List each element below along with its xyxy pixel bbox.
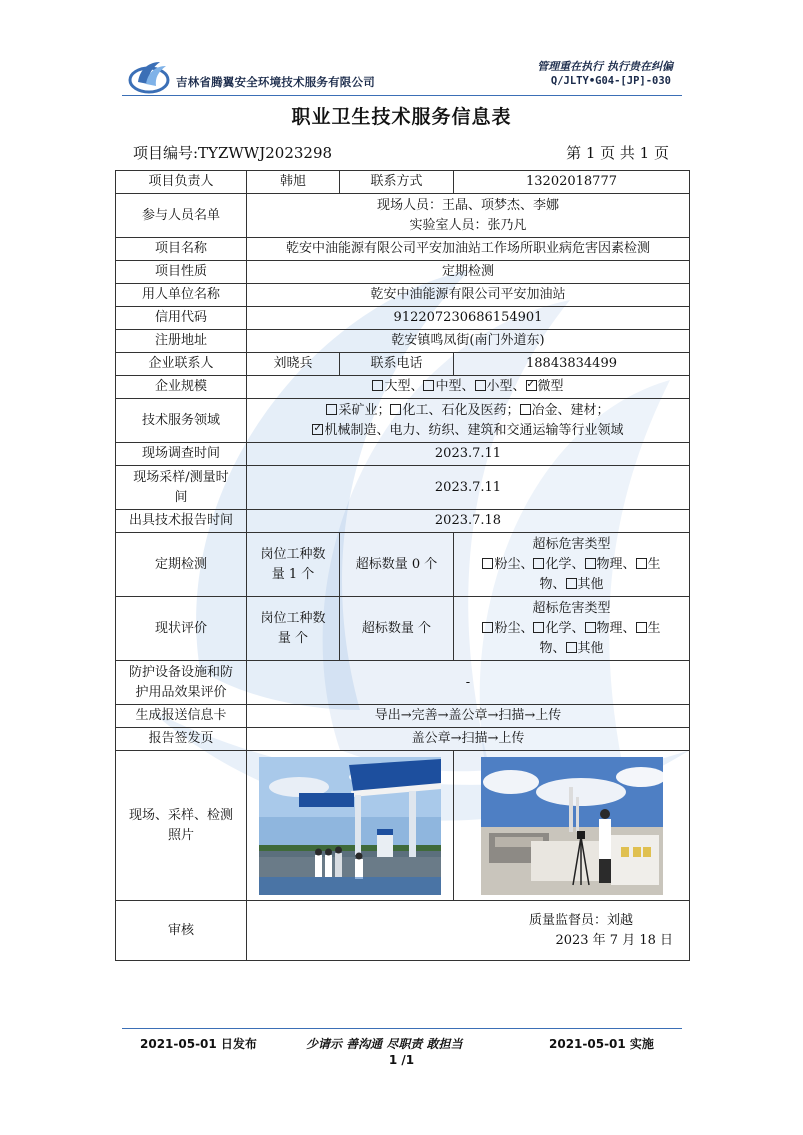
credit-value: 912207230686154901: [247, 307, 690, 330]
review-date: 2023 年 7 月 18 日: [555, 932, 673, 948]
hazard-physical: 物理、: [596, 556, 636, 572]
gas-station-photo: [259, 757, 441, 895]
participants-label: 参与人员名单: [116, 194, 247, 238]
protection-label: [116, 661, 247, 705]
periodic-hazard-title: 超标危害类型: [532, 536, 611, 552]
checkbox-bio[interactable]: [636, 558, 647, 569]
nature-label: 项目性质: [116, 261, 247, 284]
participants-line-lab: 实验室人员：张乃凡: [409, 217, 527, 233]
checkbox-metallurgy[interactable]: [520, 404, 531, 415]
field-label: 技术服务领域: [116, 399, 247, 443]
project-name-label: 项目名称: [116, 238, 247, 261]
status-hazard-types: [454, 597, 690, 661]
checkbox-physical-2[interactable]: [585, 622, 596, 633]
hazard-dust: 粉尘、: [494, 556, 534, 572]
status-post-count: [247, 597, 340, 661]
nature-value: 定期检测: [247, 261, 690, 284]
info-table: [115, 170, 690, 961]
photos-label: [116, 751, 247, 901]
photo-cell-1: [247, 751, 454, 901]
footer-slogan: 少请示 善沟通 尽职责 敢担当: [306, 1037, 463, 1051]
field-option-machinery: 机械制造、电力、纺织、建筑和交通运输等行业领域: [324, 422, 624, 438]
periodic-label: 定期检测: [116, 533, 247, 597]
enterprise-contact-label: 企业联系人: [116, 353, 247, 376]
checkbox-chem[interactable]: [533, 558, 544, 569]
enterprise-contact-value: 刘晓兵: [247, 353, 340, 376]
review-label: 审核: [116, 901, 247, 961]
hazard-bio-part2-2: 物、: [539, 640, 566, 656]
periodic-post-line1: 岗位工种数: [260, 546, 326, 562]
status-exceed-count: 超标数量 个: [340, 597, 454, 661]
hazard-dust-2: 粉尘、: [494, 620, 534, 636]
review-supervisor: 质量监督员：刘越: [528, 912, 633, 928]
field-option-chemical: 化工、石化及医药；: [402, 402, 520, 418]
sampling-time-label: [116, 466, 247, 510]
periodic-post-count: [247, 533, 340, 597]
checkbox-other-2[interactable]: [566, 642, 577, 653]
status-hazard-title: 超标危害类型: [532, 600, 611, 616]
scale-option-large: 大型、: [384, 379, 424, 394]
scale-options: [247, 376, 690, 399]
hazard-other-2: 其他: [577, 640, 604, 656]
contact-value: 13202018777: [454, 171, 690, 194]
checkbox-chemical[interactable]: [390, 404, 401, 415]
sampling-time-value: 2023.7.11: [247, 466, 690, 510]
publish-date: 2021-05-01 日发布: [140, 1037, 257, 1051]
hazard-bio-part2: 物、: [539, 576, 566, 592]
sign-label: 报告签发页: [116, 728, 247, 751]
footer-divider: [122, 1028, 682, 1029]
participants-value: [247, 194, 690, 238]
checkbox-other[interactable]: [566, 578, 577, 589]
hazard-bio-part1-2: 生: [647, 620, 661, 636]
participants-line-field: 现场人员：王晶、项梦杰、李娜: [376, 197, 559, 213]
checkbox-dust[interactable]: [482, 558, 493, 569]
contact-label: 联系方式: [340, 171, 454, 194]
checkbox-large[interactable]: [372, 380, 383, 391]
page-number: 1 /1: [388, 1053, 415, 1067]
hazard-chemical: 化学、: [545, 556, 585, 572]
sampling-photo: [481, 757, 663, 895]
report-time-value: 2023.7.18: [247, 510, 690, 533]
status-label: 现状评价: [116, 597, 247, 661]
project-number: 项目编号:TYZWWJ2023298: [133, 144, 333, 162]
enterprise-phone-label: 联系电话: [340, 353, 454, 376]
sign-value: 盖公章→扫描→上传: [247, 728, 690, 751]
implement-date: 2021-05-01 实施: [549, 1037, 654, 1051]
card-label: 生成报送信息卡: [116, 705, 247, 728]
protection-label-line1: 防护设备设施和防: [128, 664, 233, 680]
checkbox-dust-2[interactable]: [482, 622, 493, 633]
report-time-label: 出具技术报告时间: [116, 510, 247, 533]
sampling-time-label-line1: 现场采样/测量时: [133, 469, 229, 485]
scale-label: 企业规模: [116, 376, 247, 399]
address-value: 乾安镇鸣凤街(南门外道东): [247, 330, 690, 353]
status-post-line1: 岗位工种数: [260, 610, 326, 626]
checkbox-physical[interactable]: [585, 558, 596, 569]
hazard-chemical-2: 化学、: [545, 620, 585, 636]
photos-label-line2: 照片: [167, 827, 194, 843]
employer-value: 乾安中油能源有限公司平安加油站: [247, 284, 690, 307]
document-code: Q/JLTY•G04-[JP]-030: [550, 75, 671, 87]
periodic-post-line2: 量 1 个: [271, 566, 315, 582]
checkbox-chem-2[interactable]: [533, 622, 544, 633]
field-options: [247, 399, 690, 443]
survey-time-label: 现场调查时间: [116, 443, 247, 466]
hazard-other: 其他: [577, 576, 604, 592]
protection-label-line2: 护用品效果评价: [135, 684, 227, 700]
header-divider: [122, 95, 682, 96]
hazard-physical-2: 物理、: [596, 620, 636, 636]
employer-label: 用人单位名称: [116, 284, 247, 307]
hazard-bio-part1: 生: [647, 556, 661, 572]
sampling-time-label-line2: 间: [174, 489, 188, 505]
survey-time-value: 2023.7.11: [247, 443, 690, 466]
field-option-metallurgy: 冶金、建材；: [531, 402, 610, 418]
photo-cell-2: [454, 751, 690, 901]
field-option-mining: 采矿业；: [338, 402, 391, 418]
checkbox-medium[interactable]: [423, 380, 434, 391]
scale-option-small: 小型、: [486, 379, 526, 394]
card-value: 导出→完善→盖公章→扫描→上传: [247, 705, 690, 728]
checkbox-bio-2[interactable]: [636, 622, 647, 633]
protection-value: -: [247, 661, 690, 705]
photos-label-line1: 现场、采样、检测: [128, 807, 233, 823]
company-logo: [128, 58, 170, 94]
scale-option-medium: 中型、: [435, 379, 475, 394]
checkbox-small[interactable]: [475, 380, 486, 391]
checkbox-micro-checked[interactable]: [526, 380, 537, 391]
page-info: 第 1 页 共 1 页: [566, 144, 669, 162]
status-post-line2: 量 个: [277, 630, 309, 646]
header-motto: 管理重在执行 执行贵在纠偏: [537, 60, 673, 73]
leader-label: 项目负责人: [116, 171, 247, 194]
review-cell: [247, 901, 690, 961]
scale-option-micro: 微型: [537, 379, 564, 394]
address-label: 注册地址: [116, 330, 247, 353]
periodic-hazard-types: [454, 533, 690, 597]
checkbox-machinery-checked[interactable]: [312, 424, 323, 435]
periodic-exceed-count: 超标数量 0 个: [340, 533, 454, 597]
company-name: 吉林省腾翼安全环境技术服务有限公司: [176, 75, 375, 89]
project-name-value: 乾安中油能源有限公司平安加油站工作场所职业病危害因素检测: [247, 238, 690, 261]
credit-label: 信用代码: [116, 307, 247, 330]
page-title: 职业卫生技术服务信息表: [291, 106, 512, 128]
checkbox-mining[interactable]: [326, 404, 337, 415]
enterprise-phone-value: 18843834499: [454, 353, 690, 376]
leader-value: 韩旭: [247, 171, 340, 194]
